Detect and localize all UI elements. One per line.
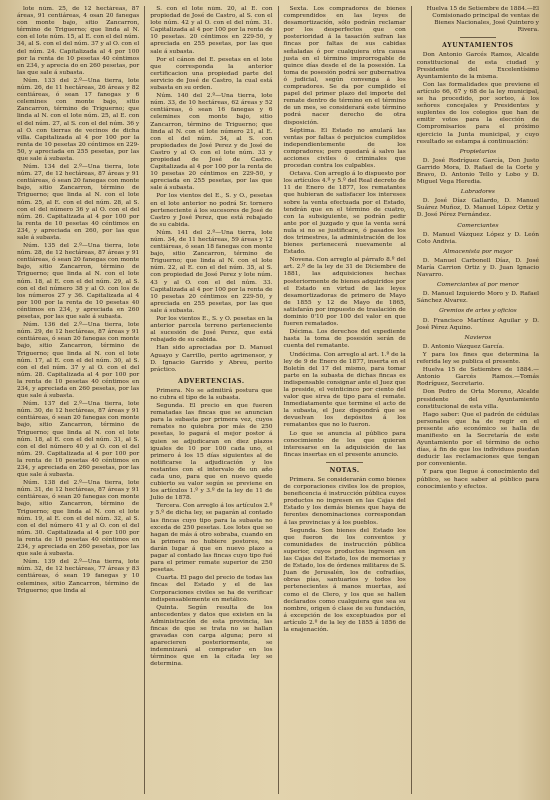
paragraph: Hago saber: Que el padrón de cédulas personales que ha de regir en el presente año económico se halla de manifiesto en la Secretaría de este Ayuntamiento por el término de ocho días, á fin de que los individuos puedan deducir las reclamaciones que tengan por conveniente. xyxy=(416,411,539,468)
category-heading: Labradores xyxy=(460,189,495,196)
name-list: D. José Díaz Gallardo, D. Manuel Suárez Muñoz, D. Manuel López Ortiz y D. José Pérez Fernández. xyxy=(416,198,539,219)
paragraph: Núm. 137 del 2.º—Una tierra, lote núm. 30, de 12 hectáreas, 87 áreas y 91 centiáreas, ó sean 20 fanegas con monte bajo, sitio Zancarron, término de Triguerno; que linda al N. con el lote núm. 18, al E. con el del núm. 31, al S. con el del número 40 y al O. con el del núm. 29. Capitalizada al 4 por 100 por la renta de 10 pesetas 40 céntimos en 234, y apreciada en 260 pesetas, por las que sale á subasta. xyxy=(17,401,140,479)
advertencia-paragraph: Primera. No se admitirá postura que no cubra el tipo de la subasta. xyxy=(150,387,273,401)
category-heading: Navieros xyxy=(464,334,492,341)
paragraph: Han sido apreciadas por D. Manuel Aguayo y Carrillo, perito agrimensor, y D. Ignacio Garrido y Abreu, perito práctico. xyxy=(150,345,273,373)
category-heading: Almacenista por mayor xyxy=(443,248,513,255)
paragraph: S. con el lote núm. 20, al E. con propiedad de José de Castro, al S. con el lote núm. 42 y al O. con el del núm. 31. Capitalizada al 4 por 100 por la renta de 10 pesetas. 20 céntimos en 229-50, y apreciada en 255 pesetas, por las que sale á subasta. xyxy=(150,6,273,55)
paragraph: Núm. 133 del 2.º—Una tierra, lote núm. 26, de 11 hectáreas, 26 áreas y 82 centiáreas, ó sean 17 fanegas y 6 celemines con monte bajo, sitio Zancarron, término de Triguerno; que linda al N. con el lote núm. 25, al E. con el del núm. 27, al S. con el del núm. 36 y al O. con tierras de vecinos de dicha villa. Capitalizada al 4 por 100 por la renta de 10 pesetas 20 céntimos en 229-50, y apreciada en 255 pesetas, por las que sale á subasta. xyxy=(17,77,140,162)
note-paragraph: Segunda. Son bienes del Estado los que fueron de los conventos y comunidades de instrucción pública superior, cuyos productos ingresen en las Cajas del Estado, los de memorias y de Estado, los de órdenes militares de S. Juan de Jerusalén, los de cofradías, obras pías, santuarios y todos los pertenecientes á manos muertas, así como el de Clero, y los que se hallen declarados como cualquiera que sea su nombre, origen ó clase de su fundación, á excepción de los exceptuados por el artículo 2.º de la ley de 1855 á 1856 de la enajenación. xyxy=(283,527,406,633)
paragraph: Undécima. Con arreglo al art. 1.º de la ley de 9 de Enero de 1877, inserta en el Boletín del 17 del mismo, para tomar parte en la subasta de dichas fincas es indispensable consignar ante el Juez que la preside, el veinticinco por ciento del valor que sirva de tipo para el remate. Inmediatamente que termine el acto de la subasta, el Juez dispondrá que se devuelvan los depósitos á los rematantes que no lo fueron. xyxy=(283,351,406,429)
paragraph: Núm. 139 del 2.º—Una tierra, lote núm. 32, de 12 hectáreas, 77 áreas y 83 centiáreas, ó sean 19 fanegas y 10 celemines, sitio Zancarron, término de Triguerno; que linda al xyxy=(17,559,140,594)
paragraph: Núm. 136 del 2.º—Una tierra, lote núm. 29, de 12 hectáreas, 87 áreas y 91 centiáreas, ó sean 20 fanegas con monte bajo, sitio Zancarron, término de Triguerno; que linda al N. con el lote núm. 17, al E. con el del núm. 30, al S. con el del núm. 37 y al O. con el del núm. 28. Capitalizada al 4 por 100 por la renta de 10 pesetas 40 céntimos en 234, y apreciada en 260 pesetas, por las que sale á subasta. xyxy=(17,322,140,400)
advertencia-paragraph: Segunda. El precio en que fueren rematadas las fincas que se anuncian para la subasta por primera vez, cuyos remates no quiebra por más de 250 pesetas, lo pagará el mejor postor á quien se adjudicaran en diez plazos iguales de 10 por 100 cada uno, el primero á los 15 días siguientes al de notificarse la adjudicación y los restantes con el intervalo de un año cada uno, para que en nuevo quede cubierto su valor según se previene en los artículos 1.º y 3.º de la ley de 11 de Julio de 1878. xyxy=(150,403,273,502)
category-heading: Gremios de artes y oficios xyxy=(439,308,517,315)
name-list: D. Manuel Carbonell Díaz, D. José María Carrion Ortiz y D. Juan Ignacio Navarro. xyxy=(416,257,539,279)
column-2 xyxy=(145,6,278,794)
paragraph: Novena. Con arreglo al párrafo 8.º del art. 2.º de la ley de 31 de Diciembre de 1881, las adquisiciones hechas posteriormente de bienes adquiridos por el Estado en virtud de las leyes desamortizadoras de primero de Mayo de 1855 y 12 de Mayo de 1865, satisfarán por impuesto de traslación de dominio 0'10 por 100 del valor en que fueren rematados. xyxy=(283,257,406,328)
paragraph: Núm. 134 del 2.º—Una tierra, lote núm. 27, de 12 hectáreas, 87 áreas y 91 centiáreas, ó sean 20 fanegas con monte bajo, sitio Zancarron, término de Triguerno; que linda al N. con el lote núm. 25, al E. con el del núm. 28, al S. con el del número 36 y al O. con el del núm. 26. Capitalizada al 4 por 100 por la renta de 10 pesetas 40 céntimos en 234, y apreciada en 260, por las que sale á subasta. xyxy=(17,164,140,241)
paragraph: Séptima. El Estado no anulará las ventas por faltas ó perjuicios cumplidos independientemente de los compradores; pero quedará á salvo las acciones civiles ó criminales que procedan contra los culpables. xyxy=(283,127,406,170)
category-heading: Comerciantes xyxy=(457,222,499,229)
paragraph: Octava. Con arreglo á lo dispuesto por los artículos 4.º y 5.º del Real decreto de 11 de Enero de 1877, los rematantes que hubieran de satisfacer los intereses sobre la venta efectuada por el Estado, tendrán que en el término de cuatro, con la subsiguiente, se podrán pedir ante por el juzgado y que la venta será nula si no se justificare, ó pasados los dos trimestres, la administración de los bienes pertenecerá nuevamente al Estado. xyxy=(283,171,406,256)
paragraph: Don Pedro de Orta Moreno, Alcalde presidente del Ayuntamiento constitucional de esta villa. xyxy=(416,389,539,410)
name-list: D. Antonio Vázquez García. xyxy=(422,343,505,350)
paragraph: Núm. 138 del 2.º—Una tierra, lote núm. 31, de 12 hectáreas, 87 áreas y 91 centiáreas, ó sean 20 fanegas con monte bajo, sitio Zancarron, término de Triguerno; que linda al N. con el lote núm. 19, al E. con el del núm. 32, al S. con el del número 41 y al O. con el del núm. 30. Capitalizada al 4 por 100 por la renta de 10 pesetas 40 céntimos en 234, y apreciada en 260 pesetas, por las que sale á subasta. xyxy=(17,480,140,558)
paragraph: Sexta. Los compradores de bienes comprendidos en las leyes de desamortización, sólo podrán reclamar por los desperfectos que con posterioridad á la tasación sufran las fincas por faltas de sus cabidas señaladas ó por cualquiera otra causa justa en el término improrrogable de quince días desde el de la posesión. La toma de posesión podrá ser gubernativa ó judicial, según convenga á los compradores. Se da por cumplido el papel del primer plazo del importe del remate dentro de término en el término de un mes, se considerará este término podrá nacer derecho de otra disposición. xyxy=(283,6,406,126)
paragraph: Huelva 15 de Setiembre de 1884.—Antonio Garcés Ramos.—Tomás Rodríguez, Secretario. xyxy=(416,367,539,388)
name-list: D. Manuel Vázquez López y D. León Coto Andivia. xyxy=(416,231,539,245)
name-list: D. Francisco Martínez Aguilar y D. José Pérez Aquino. xyxy=(416,317,539,331)
paragraph: Don Antonio Garcés Ramos, Alcalde constitucional de esta ciudad y Presidente del Excelentísimo Ayuntamiento de la misma. xyxy=(416,52,539,80)
paragraph: Por los vientos del E., S. y O., pesetas en el lote anterior no podrá Sr. tornero perteneciente á los sucesores de José de Castro y José Perez, que está rebajado de su cabida. xyxy=(150,193,273,228)
section-title: ADVERTENCIAS. xyxy=(178,377,245,385)
paragraph: Núm. 135 del 2.º—Una tierra, lote núm. 28, de 12 hectáreas, 87 áreas y 91 centiáreas, ó sean 20 fanegas con monte bajo, sitio Zancarron, término de Triguerno; que linda al N. con el lote núm. 18, al E. con el del núm. 29, al S. con el del número 38 y al O. con los de los números 27 y 36. Capitalizada al 4 por 100 por la renta de 10 pesetas 40 céntimos en 234, y apreciada en 260 pesetas, por las que sale á subasta. xyxy=(17,243,140,321)
advertencia-paragraph: Quinta. Según resulta de los antecedentes y datos que existen en la Administración de esta provincia, las fincas de que se trata no se hallan gravadas con carga alguna; pero si aparecieren posteriormente, se indemnizará al comprador en los términos que en la citada ley se determina. xyxy=(150,604,273,668)
divider xyxy=(326,462,363,463)
category-heading: Comerciantes al por menor xyxy=(437,282,519,289)
section-title: AYUNTAMIENTOS xyxy=(442,42,514,50)
paragraph: Núm. 141 del 2.º—Una tierra, lote núm. 34, de 11 hectáreas, 59 áreas y 12 centiáreas, ó sean 18 fanegas con monte bajo, sitio Zancarron, término de Triguerno; que linda al N. con el lote núm. 22, al E. con el del núm. 35, al S. con propiedad de José Perez y lote núm. 43 y al O. con el del núm. 33. Capitalizada al 4 por 100 por la renta de 10 pesetas 20 céntimos en 229-50, y apreciada en 255 pesetas, por las que sale á subasta. xyxy=(150,229,273,314)
name-list: D. José Rodríguez García, Don Justo Garrido Mora, D. Rafael de la Corte y Bravo, D. Antonio Tello y Lobo y D. Miguel Vega Heredia. xyxy=(416,157,539,186)
section-title: NOTAS. xyxy=(329,466,360,474)
column-4 xyxy=(412,6,544,794)
paragraph: Y para que llegue á conocimiento del público, se hace saber al público para conocimiento y efectos. xyxy=(416,469,539,490)
paragraph: Con las formalidades que previene el artículo 66, 67 y 68 de la ley municipal, se ha procedido, por sorteo, á los señores concejales y Presidentes y suplentes de los colegios que han de emitir votos para la elección de Compromisarios para el próximo ejercicio la Junta municipal, y cuyo resultado se estampa á continuación: xyxy=(416,81,539,145)
column-1 xyxy=(12,6,145,794)
paragraph: Núm. 140 del 2.º—Una tierra, lote núm. 33, de 10 hectáreas, 62 áreas y 52 centiáreas, ó sean 16 fanegas y 6 celemines con monte bajo, sitio Zancarron, término de Triguerno; que linda al N. con el lote número 21, al E. con el del núm. 34, al S. con propiedades de José Perez y de José de Castro y al O. con el lote núm. 33 y propiedad de José de Castro. Capitalizada al 4 por 100 por la renta de 10 pesetas 20 céntimos en 229-50, y apreciada en 255 pesetas, por las que sale á subasta. xyxy=(150,93,273,192)
paragraph: Por los vientos E., S. y O. pesetas en la anterior parcela terreno perteneciente al sucesión de José Perez, que está rebajado de su cabida. xyxy=(150,316,273,344)
column-3 xyxy=(279,6,412,794)
category-heading: Propietarios xyxy=(459,148,497,155)
paragraph: Y para los fines que determina la referida ley se publica el presente. xyxy=(416,351,539,366)
paragraph: Por el cánon del E. pesetas en el lote que corresponda la anterior certificacion una propiedad parte del servicio de José de Castro, la cual está subasta en su orden. xyxy=(150,56,273,92)
paragraph: Décima. Los derechos del expediente hasta la toma de posesión serán de cuenta del rematante. xyxy=(283,329,406,350)
advertencia-paragraph: Cuarta. El pago del precio de todas las fincas del Estado y el de las Corporaciones civiles se ha de verificar indispensablemente en metálico. xyxy=(150,575,273,603)
name-list: D. Manuel Izquierdo Moro y D. Rafael Sánchez Alvarez. xyxy=(416,291,539,305)
paragraph: Lo que se anuncia al público para conocimiento de los que quieran interesarse en la adquisición de las fincas insertas en el presente anuncio. xyxy=(283,430,406,458)
note-paragraph: Primera. Se considerarán como bienes de corporaciones civiles los de propios, beneficencia é instrucción pública cuyos productos no ingresen en las Cajas del Estado y los demás bienes que haya de ferentes denominaciones correspondan á las provincias y á los pueblos. xyxy=(283,477,406,526)
advertencia-paragraph: Tercera. Con arreglo á los artículos 2.º y 5.º de dicha ley, se pagarán al contado las fincas cuyo tipo para la subasta no exceda de 250 pesetas. Los lotes que se hagan de más á otro sobraba, cuando en la primera no hubiere postores, no darán lugar á que en nuevo plazo a pagar al contado las fincas cuyo tipo fué para el primer remate superior de 250 pesetas. xyxy=(150,503,273,574)
divider xyxy=(460,37,497,38)
paragraph: lote núm. 25, de 12 hectáreas, 87 áreas, 91 centiáreas, 4 osan 20 fanegas con monte bajo, sitio Zancarron, término de Triguerno; que linda al N. con el lote núm. 15, al E. con el del núm. 34, al S. con el del núm. 37 y al O. con el del núm. 24. Capitalizada al 4 por 100 por la renta de 10 pesetas 40 céntimos en 234, y aprecia do en 260 pesetas, por las que sale á subasta. xyxy=(17,6,140,76)
signature-block: Huelva 15 de Setiembre de 1884.—El Comisionado principal de ventas de Bienes Nacionales, José Quintero y Rivera. xyxy=(426,6,539,34)
